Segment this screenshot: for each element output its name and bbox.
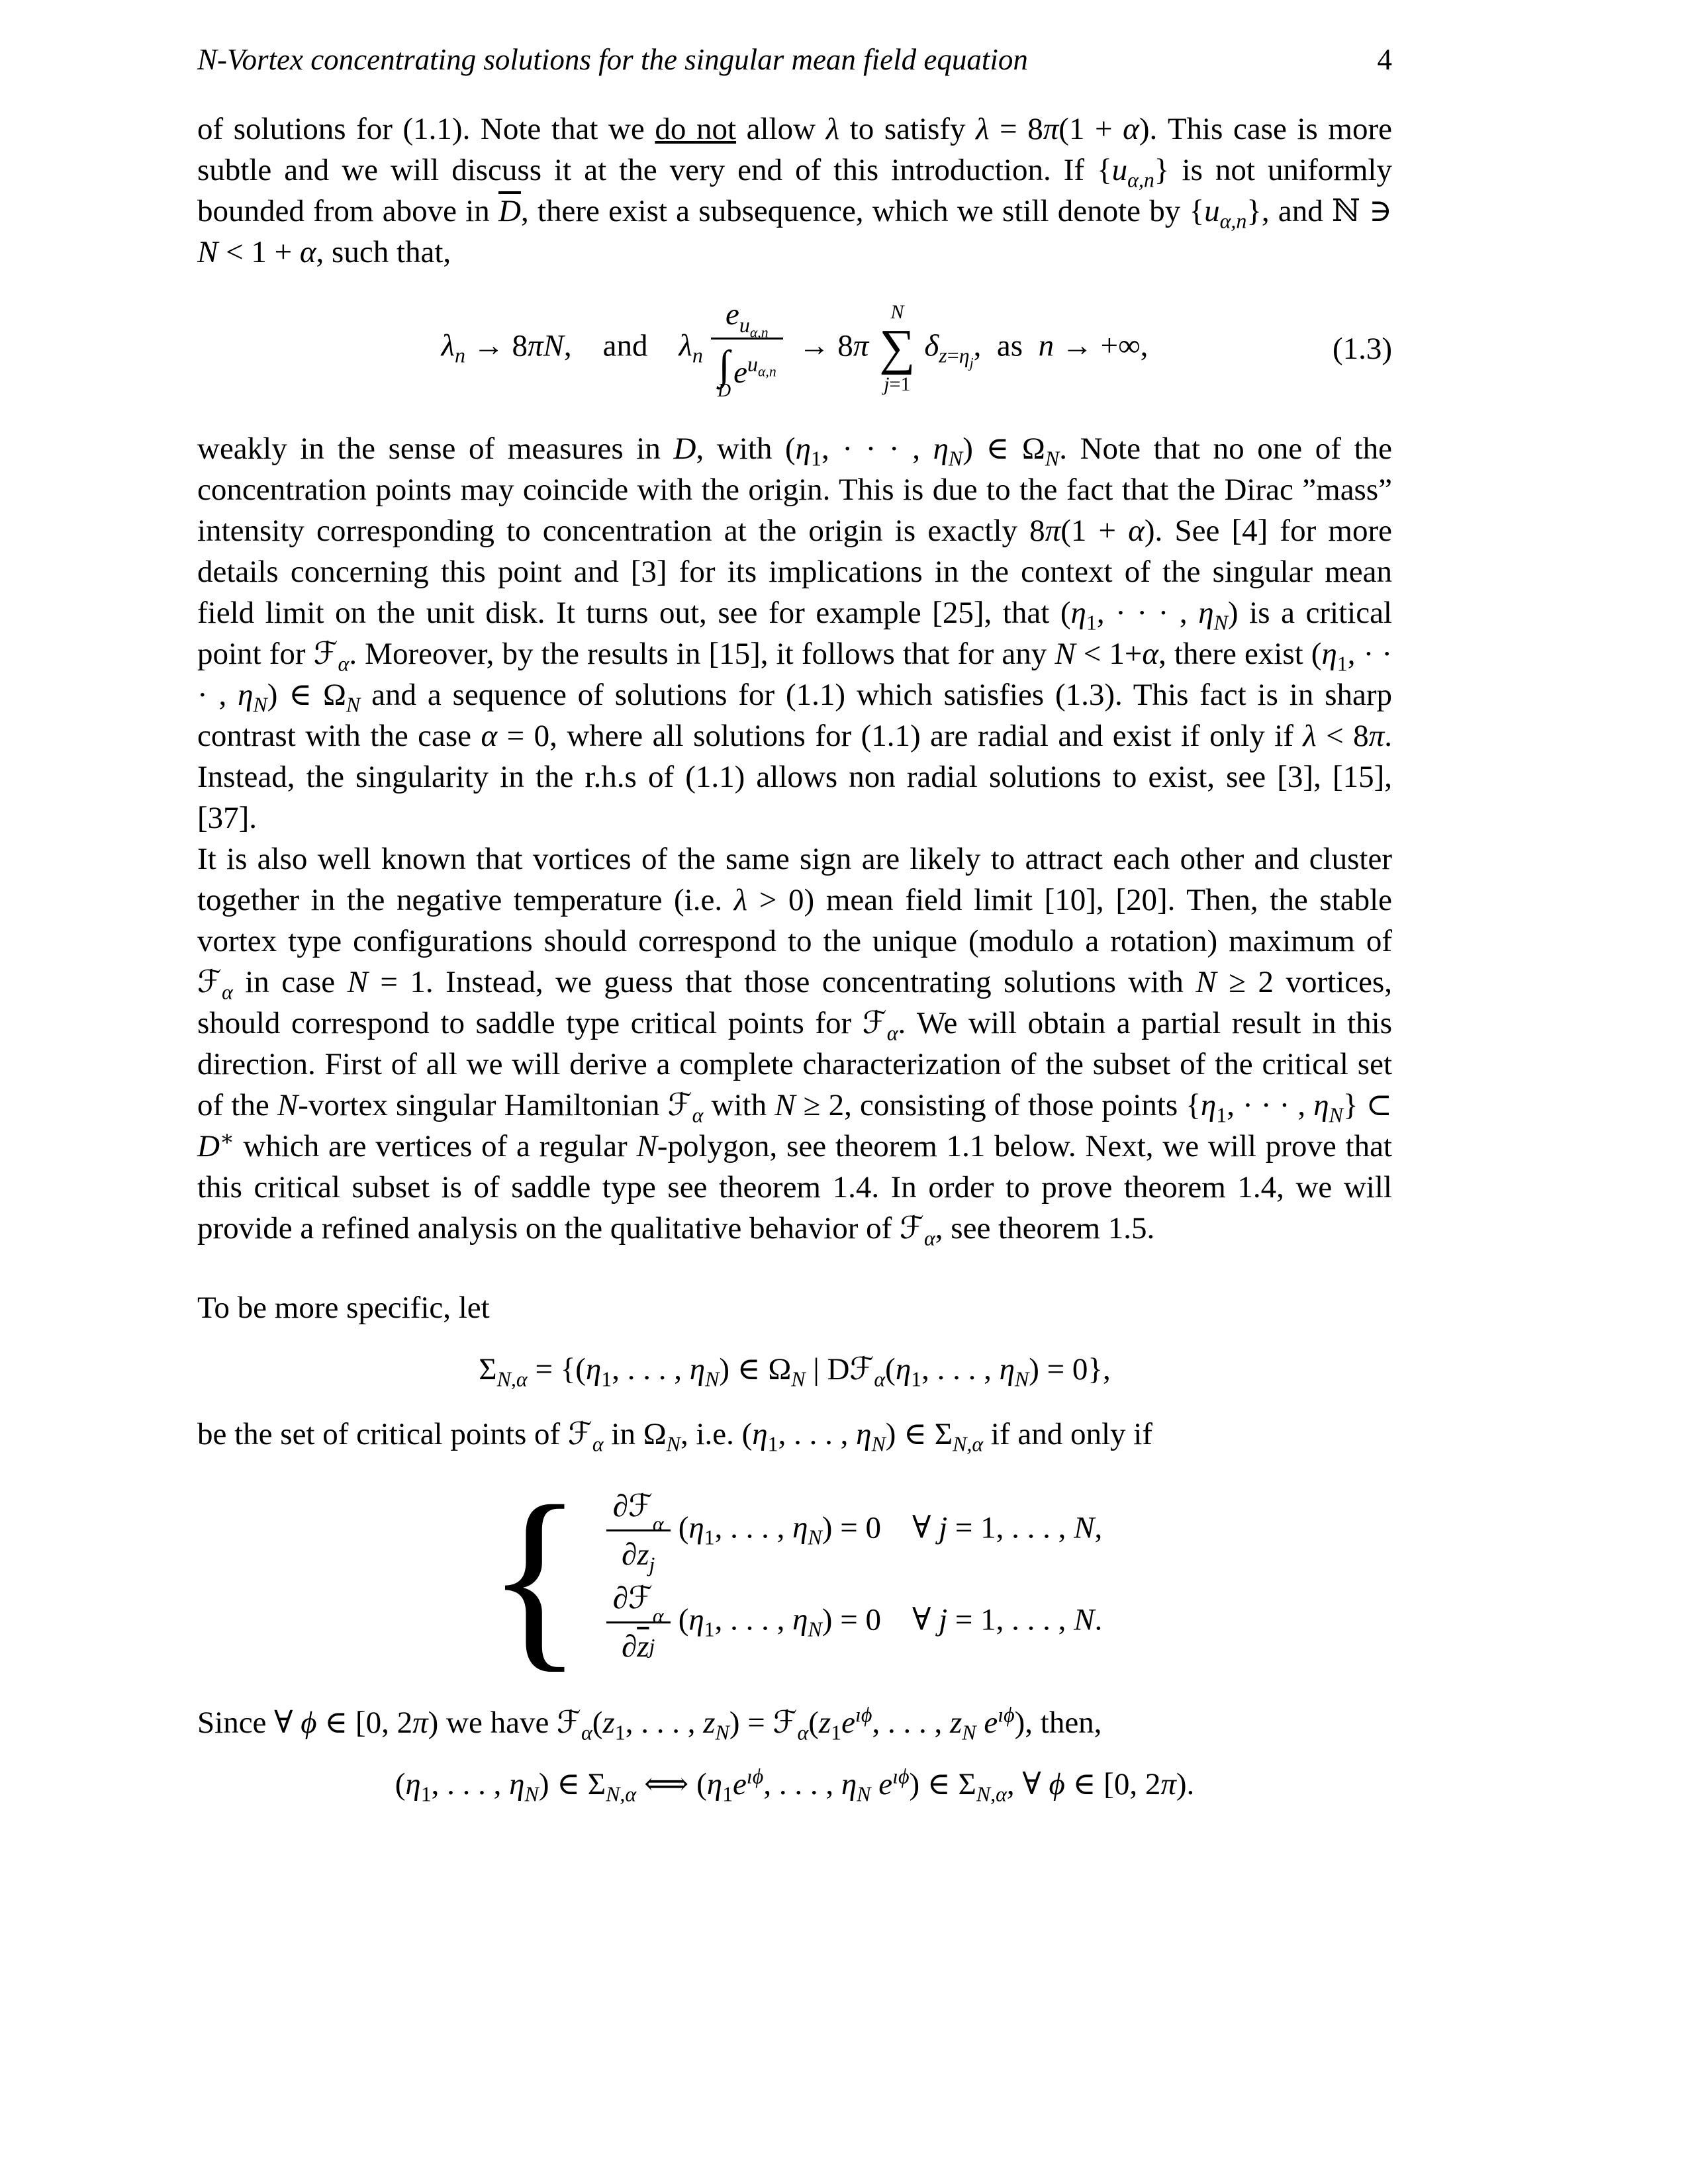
- system-row-dz: ∂ℱ α ∂ $z_j$ ($\eta_1$, . . . , $\eta_N) = 0$ ∀ j = 1, . . . , N,: [598, 1487, 1103, 1574]
- paragraph-critical-points: be the set of critical points of ℱ$_\alpha$ in $\Omega_N$, i.e. ($\eta_1$, . . . , $\eta_N$) ∈ $\Sigma_{N,\alpha}$ if and only if: [197, 1417, 1152, 1456]
- equation-sigma-definition: [197, 1351, 1392, 1391]
- left-brace: {: [487, 1464, 583, 1689]
- paragraph-intro-continuation: of solutions for (1.1). Note that we do not allow λ to satisfy λ = 8π(1 + α). This case is more subtle and we will discuss it at the very end of this introduction. If $\{u_{\alpha,n}\}$ is not uniformly bounded from above in $\overline{D}$, there exist a subsequence, which we still denote by $\{u_{\alpha,n}\}$, and ℕ ∋ N < 1 + α, such that,: [197, 112, 1392, 269]
- page-content: [197, 42, 1392, 1829]
- paragraph-weak-convergence: weakly in the sense of measures in D, with ($\eta_1$, · · · , $\eta_N$) ∈ $\Omega_N$. Note that no one of the concentration points may coincide with the origin. This is due to the fact that the Dirac ”mass” intensity corresponding to concentration at the origin is exactly 8π(1 + α). See [4] for more details concerning this point and [3] for its implications in the context of the singular mean field limit on the unit disk. It turns out, see for example [25], that ($\eta_1$, · · · , $\eta_N$) is a critical point for ℱ$_\alpha$. Moreover, by the results in [15], it follows that for any N < 1+α, there exist ($\eta_1$, · · · , $\eta_N$) ∈ $\Omega_N$ and a sequence of solutions for (1.1) which satisfies (1.3). This fact is in sharp contrast with the case α = 0, where all solutions for (1.1) are radial and exist if only if λ < 8π. Instead, the singularity in the r.h.s of (1.1) allows non radial solutions to exist, see [3], [15], [37].: [197, 432, 1392, 836]
- page-header: [197, 42, 1392, 77]
- system-row-dzbar: ∂ℱ α ∂ $\overline{z}$ j ($\eta_1$, . . . , $\eta_N) = 0$ ∀ j = 1, . . . , N.: [598, 1579, 1103, 1666]
- running-title: N-Vortex concentrating solutions for the singular mean field equation: [197, 43, 1028, 76]
- system-rows: [598, 1487, 1103, 1666]
- paragraph-rotation-invariance: Since ∀ ϕ ∈ [0, 2π) we have $ℱ_\alpha(z_1$, . . . , $z_N$) = $ℱ_\alpha(z_1e^{ı\phi}$, . . . , $z_N$ $e^{ı\phi}$), then,: [197, 1703, 1102, 1745]
- paragraph-to-be-specific: To be more specific, let: [197, 1291, 490, 1326]
- equation-1-3-label: (1.3): [1332, 331, 1392, 366]
- page-number: 4: [1377, 43, 1392, 76]
- paragraph-vortex-clustering: It is also well known that vortices of the same sign are likely to attract each other and cluster together in the negative temperature (i.e. λ > 0) mean field limit [10], [20]. Then, the stable vortex type configurations should correspond to the unique (modulo a rotation) maximum of ℱ$_\alpha$ in case N = 1. Instead, we guess that those concentrating solutions with N ≥ 2 vortices, should correspond to saddle type critical points for ℱ$_\alpha$. We will obtain a partial result in this direction. First of all we will derive a complete characterization of the subset of the critical set of the N-vortex singular Hamiltonian ℱ$_\alpha$ with N ≥ 2, consisting of those points {$\eta_1$, · · · , $\eta_N$} ⊂ D∗ which are vertices of a regular N-polygon, see theorem 1.1 below. Next, we will prove that this critical subset is of saddle type see theorem 1.4. In order to prove theorem 1.4, we will provide a refined analysis on the qualitative behavior of ℱ$_\alpha$, see theorem 1.5.: [197, 842, 1393, 1250]
- equation-rotation-formula: ($\eta_1$, . . . , $\eta_N$) ∈ $\Sigma_{N,\alpha}$ ⟺ ($\eta_1e^{ı\phi}$, . . . , $\eta_N$ $e^{ı\phi}$) ∈ $\Sigma_{N,\alpha}$, ∀ ϕ ∈ [0, 2π).: [395, 1764, 1195, 1806]
- equation-sigma-formula: $\Sigma_{N,\alpha} = \{(\eta_1$, . . . , $\eta_N$) ∈ $\Omega_N$ | $Dℱ_\alpha(\eta_1$, . . . , $\eta_N) = 0$},: [479, 1352, 1111, 1391]
- equation-rotation-equivalence: [197, 1764, 1392, 1806]
- equation-1-3: [197, 295, 1392, 402]
- equation-critical-system: [197, 1464, 1392, 1689]
- equation-1-3-formula: $\lambda_n \to 8\pi N$, and $\lambda_n$ e $_{u_{\alpha,n}}$ ∫ D $e^{u_{\alpha,n}}$ → 8π N ∑ j=1 $\delta_{z=\eta_j}$, as n → +∞,: [442, 295, 1149, 402]
